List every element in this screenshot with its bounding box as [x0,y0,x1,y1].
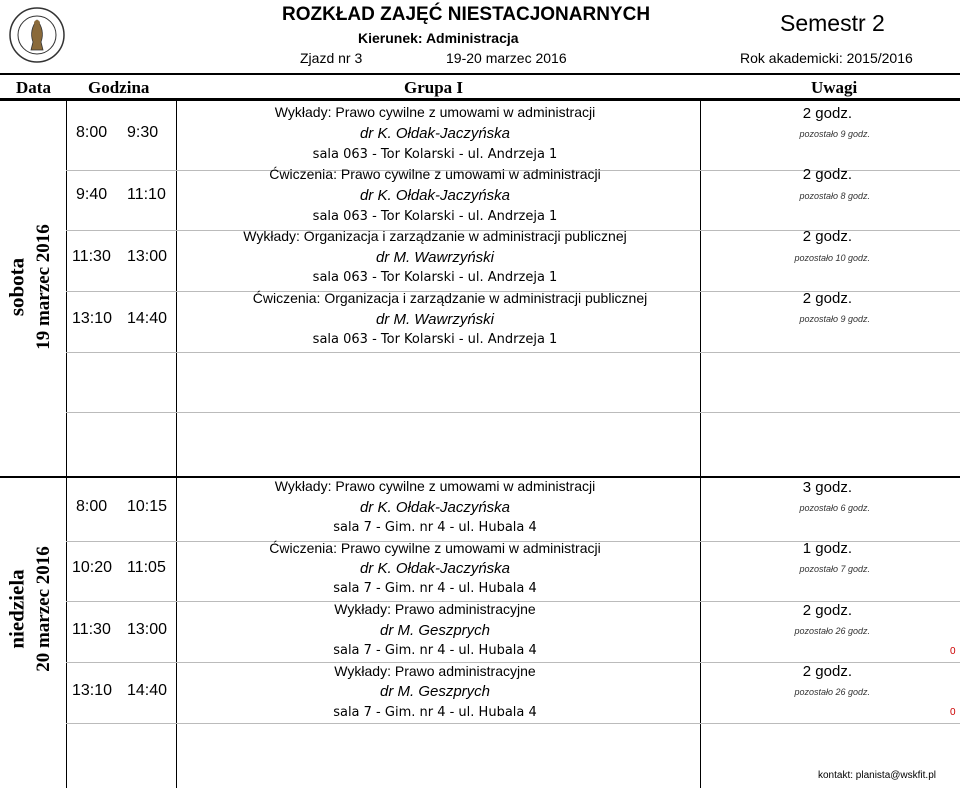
session-end: 14:40 [127,682,168,699]
session-teacher: dr K. Ołdak-Jaczyńska [359,560,511,577]
session-subject: Ćwiczenia: Prawo cywilne z umowami w administracji [269,166,601,182]
session-start: 8:00 [76,498,108,515]
academic-year-label: Rok akademicki: 2015/2016 [740,50,913,66]
session-extra-value: 0 [950,646,956,657]
session-start: 10:20 [72,559,113,576]
zjazd-label: Zjazd nr 3 [300,50,363,66]
session-teacher: dr K. Ołdak-Jaczyńska [359,125,511,142]
session-hours-left: pozostało 9 godz. [799,314,870,324]
session-room: sala 7 - Gim. nr 4 - ul. Hubala 4 [333,705,537,720]
session-teacher: dr K. Ołdak-Jaczyńska [359,499,511,516]
column-header-godzina: Godzina [88,78,150,97]
session-extra-value: 0 [950,707,956,718]
session-subject: Wykłady: Prawo administracyjne [334,601,536,617]
session-hours: 2 godz. [802,290,852,307]
session-room: sala 7 - Gim. nr 4 - ul. Hubala 4 [333,643,537,658]
grid-line [700,478,701,788]
column-header-grupa: Grupa I [404,78,464,97]
session-teacher: dr M. Wawrzyński [375,311,495,328]
session-room: sala 063 - Tor Kolarski - ul. Andrzeja 1 [312,209,558,224]
session-end: 11:05 [127,559,166,576]
session-start: 9:40 [76,186,108,203]
session-start: 11:30 [72,621,111,638]
grid-line [66,412,960,413]
day-name-text: niedziela [4,569,29,649]
session-hours: 2 godz. [802,663,852,680]
contact-email: kontakt: planista@wskfit.pl [818,770,936,781]
grid-line [176,478,177,788]
session-end: 11:10 [127,186,166,203]
session-start: 13:10 [72,310,113,327]
session-subject: Wykłady: Prawo administracyjne [334,663,536,679]
session-hours: 1 godz. [802,540,852,557]
dates-label: 19-20 marzec 2016 [446,50,567,66]
session-hours-left: pozostało 10 godz. [794,253,870,263]
document-title: ROZKŁAD ZAJĘĆ NIESTACJONARNYCH [282,4,651,25]
kierunek-label: Kierunek: Administracja [358,30,519,46]
grid-line [0,100,960,101]
session-teacher: dr K. Ołdak-Jaczyńska [359,187,511,204]
session-hours: 2 godz. [802,105,852,122]
session-teacher: dr M. Geszprych [379,683,491,700]
day-date-text: 19 marzec 2016 [33,224,54,350]
session-room: sala 063 - Tor Kolarski - ul. Andrzeja 1 [312,270,558,285]
session-hours-left: pozostało 6 godz. [799,503,870,513]
column-header-row [0,73,960,100]
session-teacher: dr M. Wawrzyński [375,249,495,266]
session-start: 8:00 [76,124,108,141]
session-hours: 3 godz. [802,479,852,496]
session-subject: Ćwiczenia: Organizacja i zarządzanie w administracji publicznej [252,290,648,306]
session-room: sala 7 - Gim. nr 4 - ul. Hubala 4 [333,581,537,596]
session-end: 13:00 [127,248,168,265]
session-room: sala 7 - Gim. nr 4 - ul. Hubala 4 [333,520,537,535]
session-hours: 2 godz. [802,166,852,183]
session-hours: 2 godz. [802,228,852,245]
university-logo [8,6,66,64]
session-subject: Ćwiczenia: Prawo cywilne z umowami w administracji [269,540,601,556]
session-room: sala 063 - Tor Kolarski - ul. Andrzeja 1 [312,147,558,162]
session-hours-left: pozostało 26 godz. [794,626,870,636]
session-end: 13:00 [127,621,168,638]
session-hours-left: pozostało 8 godz. [799,191,870,201]
session-subject: Wykłady: Organizacja i zarządzanie w administracji publicznej [243,228,627,244]
session-start: 13:10 [72,682,113,699]
day-date-text: 20 marzec 2016 [33,546,54,672]
grid-line [66,723,960,724]
grid-line [66,478,67,788]
session-end: 10:15 [127,498,168,515]
session-end: 9:30 [127,124,159,141]
session-hours-left: pozostało 7 godz. [799,564,870,574]
session-teacher: dr M. Geszprych [379,622,491,639]
session-hours: 2 godz. [802,602,852,619]
session-hours-left: pozostało 9 godz. [799,129,870,139]
grid-line [700,100,701,476]
day-name-text: sobota [4,257,29,317]
column-header-uwagi: Uwagi [811,78,858,97]
session-end: 14:40 [127,310,168,327]
grid-line [66,352,960,353]
session-subject: Wykłady: Prawo cywilne z umowami w administracji [274,104,596,120]
column-header-data: Data [16,78,51,97]
grid-line [66,100,67,476]
session-room: sala 063 - Tor Kolarski - ul. Andrzeja 1 [312,332,558,347]
grid-line [176,100,177,476]
session-start: 11:30 [72,248,111,265]
session-hours-left: pozostało 26 godz. [794,687,870,697]
session-subject: Wykłady: Prawo cywilne z umowami w administracji [274,478,596,494]
semestr-label: Semestr 2 [780,10,885,36]
